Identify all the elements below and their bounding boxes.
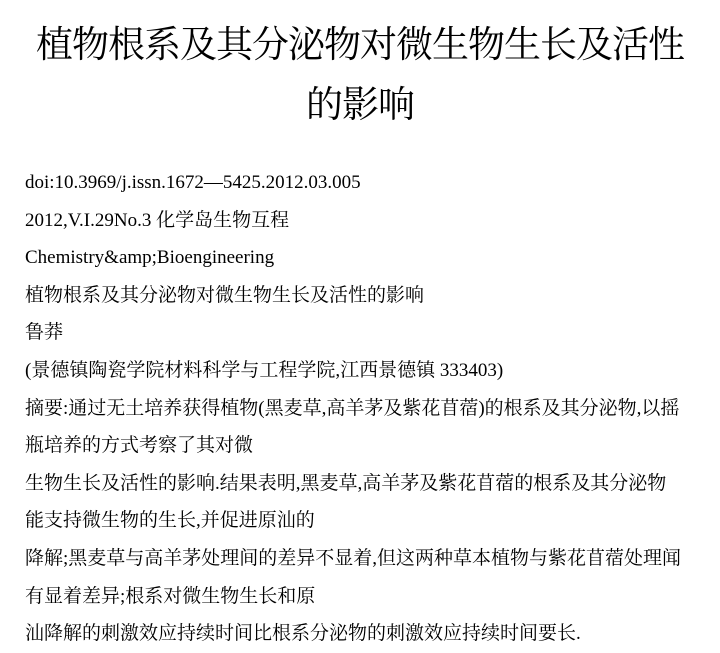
abstract-line-6: 有显着差异;根系对微生物生长和原 xyxy=(25,585,316,607)
abstract-line-2: 瓶培养的方式考察了其对微 xyxy=(25,435,254,457)
article-title xyxy=(0,0,720,136)
journal-name-line: Chemistry&amp;Bioengineering xyxy=(25,247,275,269)
article-title-line-1: 植物根系及其分泌物对微生物生长及活性 xyxy=(36,25,684,66)
article-title-line-2: 的影响 xyxy=(306,85,414,126)
abstract-line-4: 能支持微生物的生长,并促进原汕的 xyxy=(25,510,315,532)
abstract-line-1: 摘要:通过无土培养获得植物(黑麦草,高羊茅及紫花苜蓿)的根系及其分泌物,以摇 xyxy=(25,397,680,419)
article-title-text: 植物根系及其分泌物对微生物生长及活性的影响 xyxy=(25,284,425,306)
author-line: 鲁莽 xyxy=(25,322,64,344)
abstract-line-5: 降解;黑麦草与高羊茅处理间的差异不显着,但这两种草本植物与紫花苜蓿处理闻 xyxy=(25,547,682,569)
doi-line: doi:10.3969/j.issn.1672—5425.2012.03.005 xyxy=(25,172,361,193)
abstract-line-3: 生物生长及活性的影响.结果表明,黑麦草,高羊茅及紫花苜蓿的根系及其分泌物 xyxy=(25,472,667,494)
article-body xyxy=(25,164,710,653)
journal-issue-line: 2012,V.I.29No.3 化学岛生物互程 xyxy=(25,209,290,231)
abstract-line-7: 汕降解的刺激效应持续时间比根系分泌物的刺激效应持续时间要长. xyxy=(25,623,581,645)
affiliation-line: (景德镇陶瓷学院材料科学与工程学院,江西景德镇 333403) xyxy=(25,359,504,381)
